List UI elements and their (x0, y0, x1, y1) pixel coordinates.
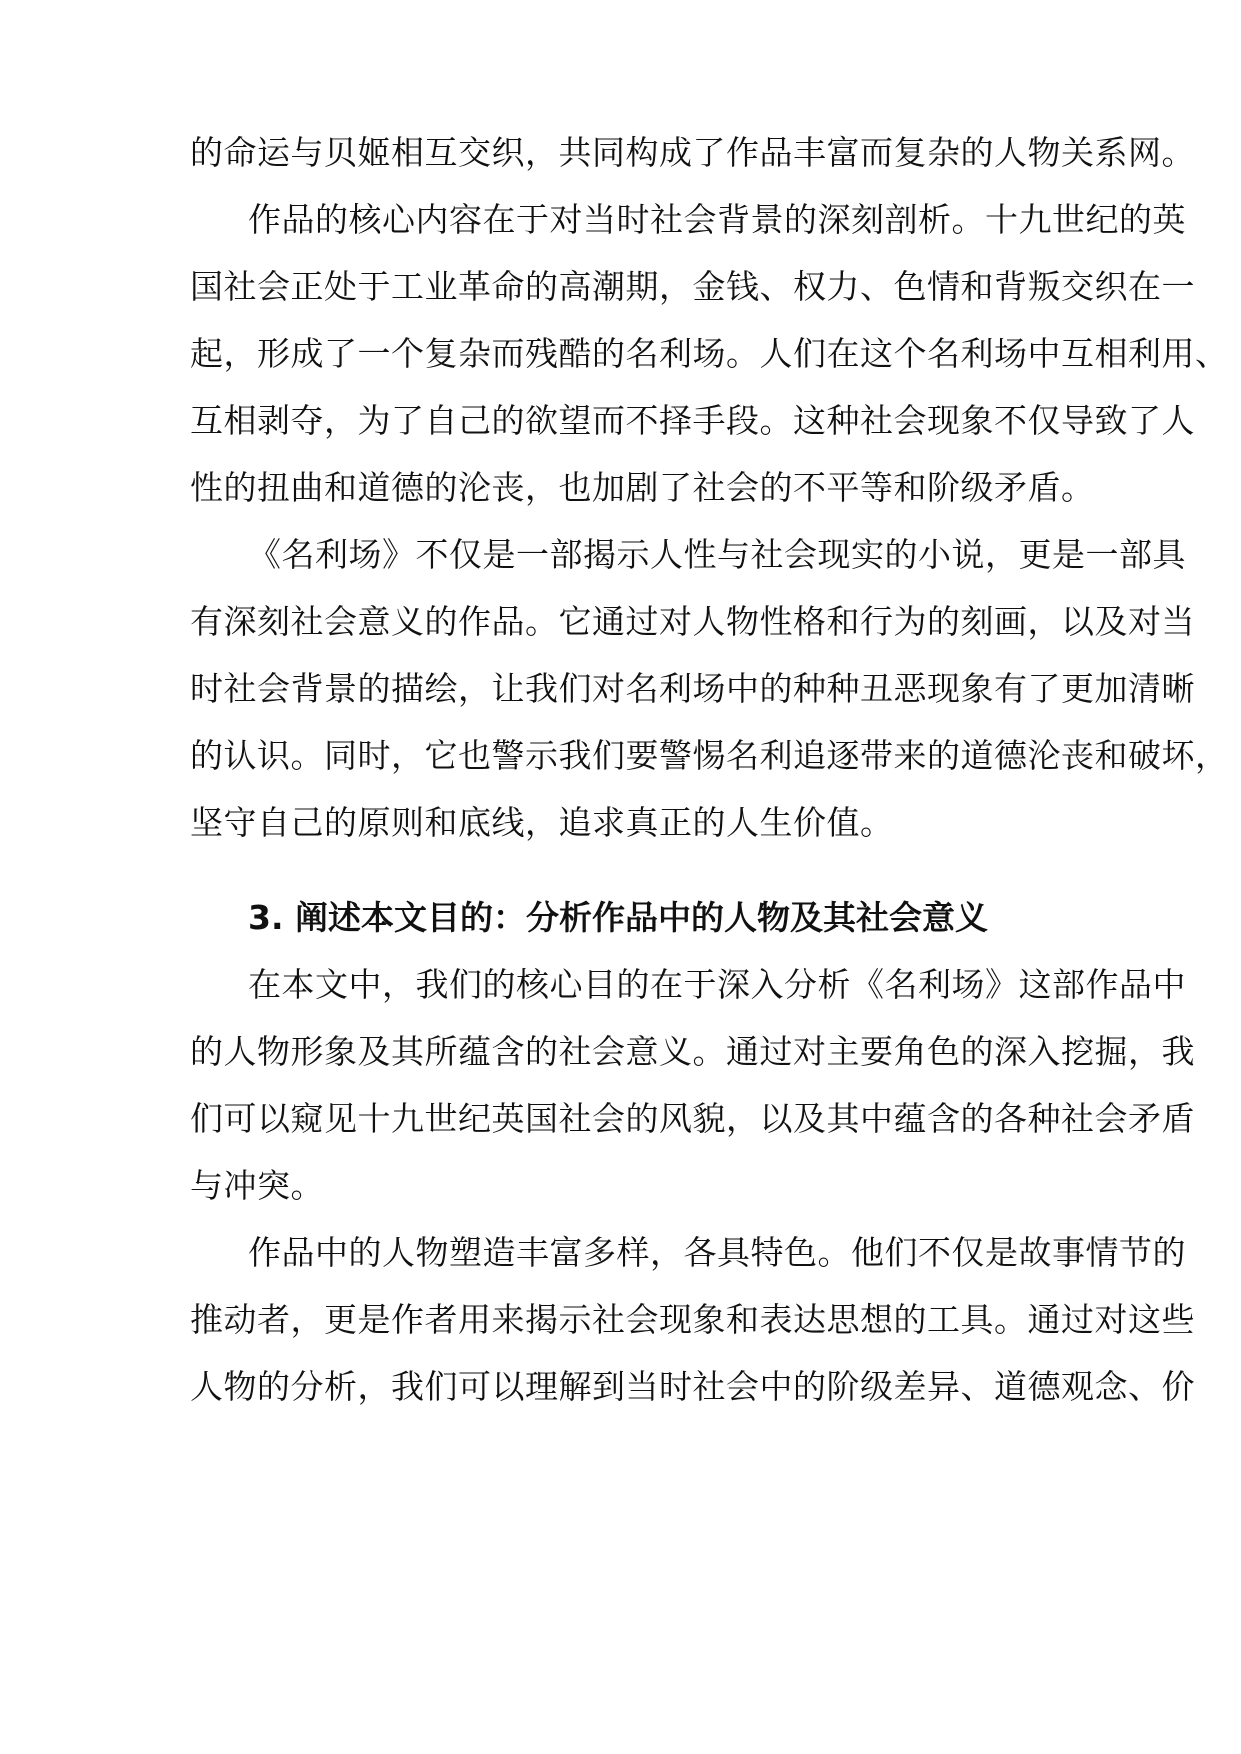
paragraph-line: 《名利场》不仅是一部揭示人性与社会现实的小说，更是一部具 (248, 535, 1186, 574)
paragraph-line: 起，形成了一个复杂而残酷的名利场。人们在这个名利场中互相利用、 (190, 334, 1229, 373)
paragraph-line: 性的扭曲和道德的沦丧，也加剧了社会的不平等和阶级矛盾。 (190, 468, 1095, 507)
paragraph-line: 在本文中，我们的核心目的在于深入分析《名利场》这部作品中 (248, 965, 1186, 1004)
paragraph-line: 国社会正处于工业革命的高潮期，金钱、权力、色情和背叛交织在一 (190, 267, 1195, 306)
paragraph-line: 的命运与贝姬相互交织，共同构成了作品丰富而复杂的人物关系网。 (190, 133, 1195, 172)
paragraph-line: 时社会背景的描绘，让我们对名利场中的种种丑恶现象有了更加清晰 (190, 669, 1195, 708)
paragraph-line: 作品的核心内容在于对当时社会背景的深刻剖析。十九世纪的英 (248, 200, 1186, 239)
paragraph-line: 推动者，更是作者用来揭示社会现象和表达思想的工具。通过对这些 (190, 1300, 1195, 1339)
section-heading: 3. 阐述本文目的：分析作品中的人物及其社会意义 (248, 898, 988, 937)
paragraph-line: 坚守自己的原则和底线，追求真正的人生价值。 (190, 803, 894, 842)
paragraph-line: 有深刻社会意义的作品。它通过对人物性格和行为的刻画，以及对当 (190, 602, 1195, 641)
paragraph-line: 作品中的人物塑造丰富多样，各具特色。他们不仅是故事情节的 (248, 1233, 1186, 1272)
paragraph-line: 与冲突。 (190, 1166, 324, 1205)
paragraph-line: 互相剥夺，为了自己的欲望而不择手段。这种社会现象不仅导致了人 (190, 401, 1195, 440)
paragraph-line: 们可以窥见十九世纪英国社会的风貌，以及其中蕴含的各种社会矛盾 (190, 1099, 1195, 1138)
paragraph-line: 人物的分析，我们可以理解到当时社会中的阶级差异、道德观念、价 (190, 1367, 1195, 1406)
paragraph-line: 的人物形象及其所蕴含的社会意义。通过对主要角色的深入挖掘，我 (190, 1032, 1195, 1071)
paragraph-line: 的认识。同时，它也警示我们要警惕名利追逐带来的道德沦丧和破坏， (190, 736, 1229, 775)
